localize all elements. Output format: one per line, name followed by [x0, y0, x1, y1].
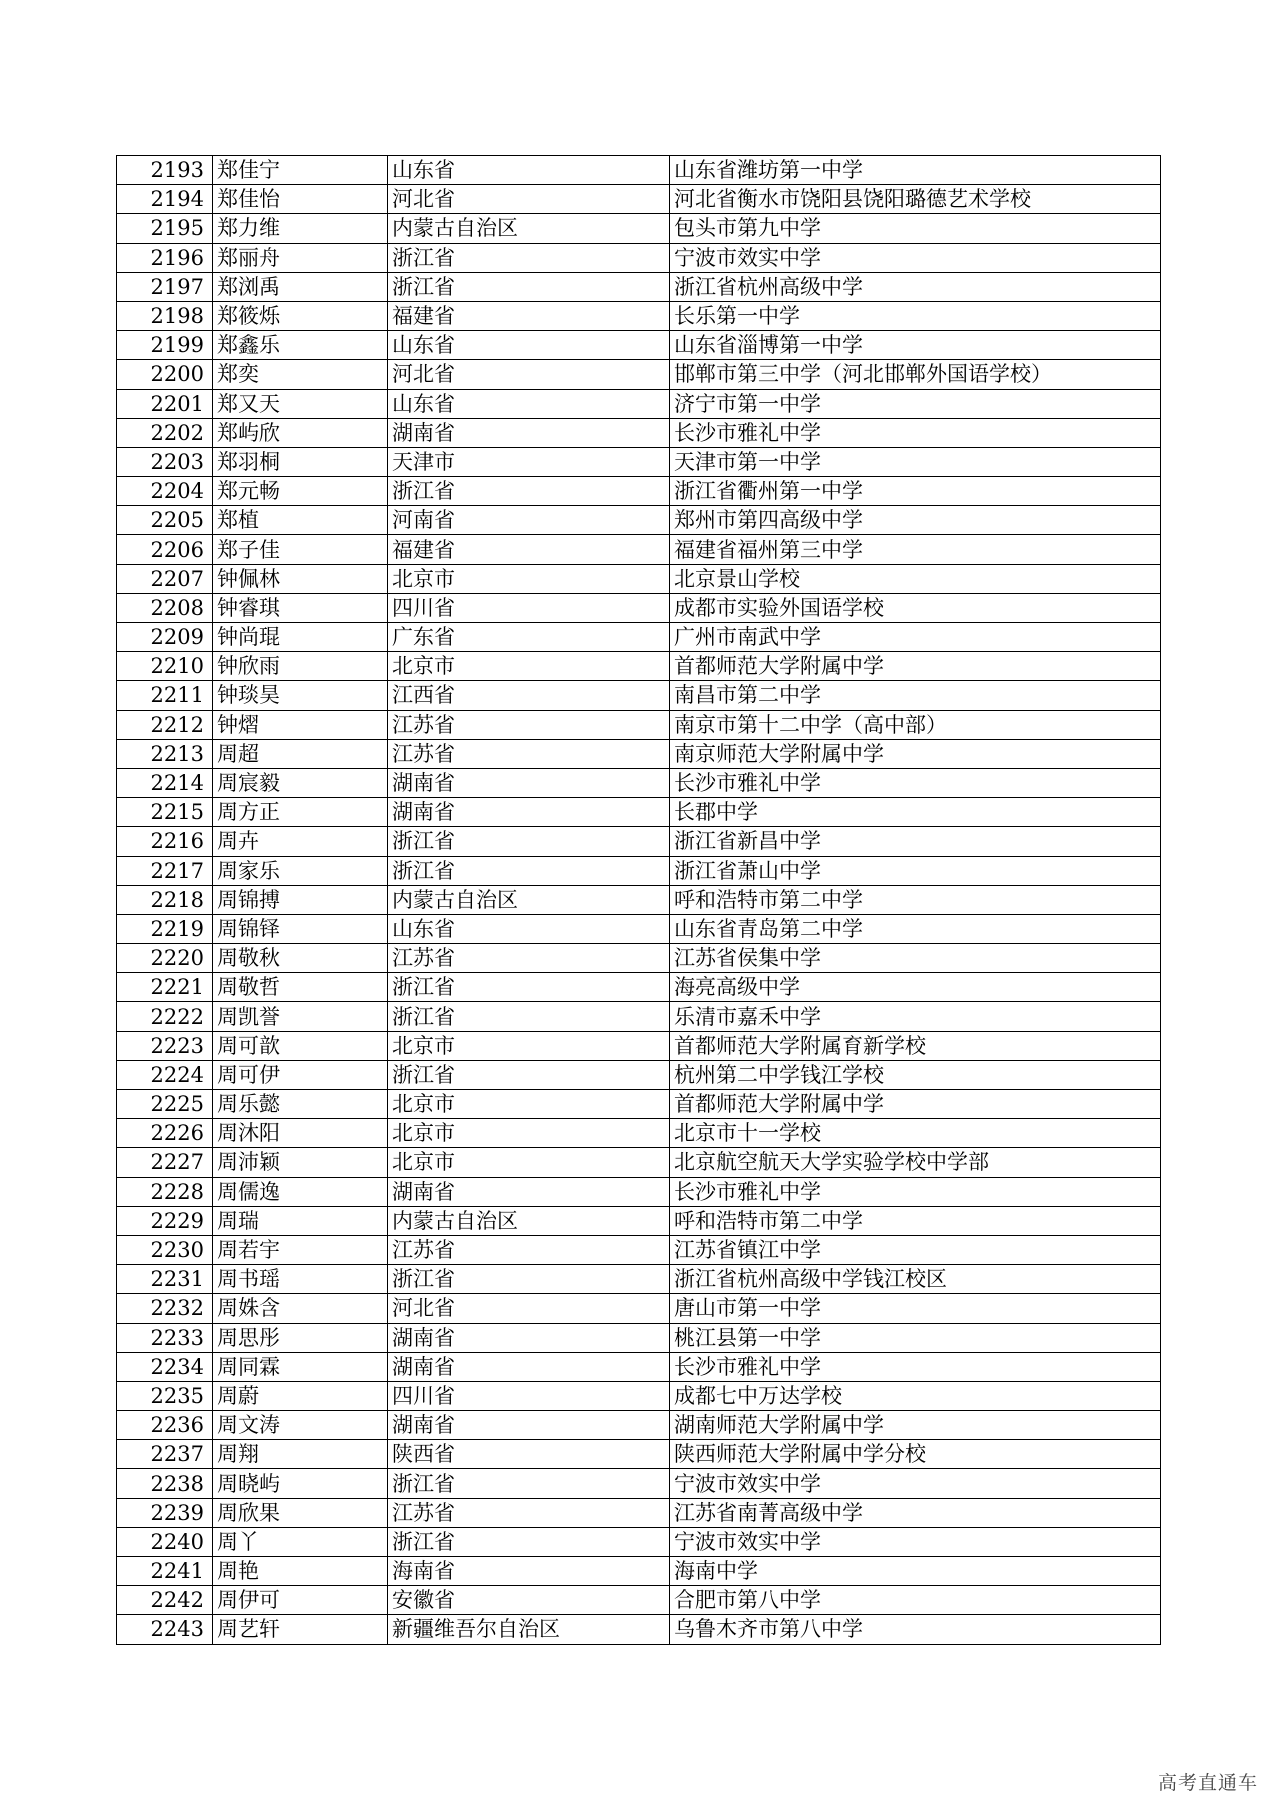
- table-row: [117, 798, 1161, 827]
- table-row: [117, 418, 1161, 447]
- school-name-cell: 长沙市雅礼中学: [670, 1352, 1161, 1381]
- row-number-cell: 2225: [117, 1090, 213, 1119]
- province-cell: 浙江省: [388, 1265, 670, 1294]
- row-number-cell: 2230: [117, 1235, 213, 1264]
- student-name-cell: 周锦搏: [213, 885, 388, 914]
- table-row: [117, 506, 1161, 535]
- table-row: [117, 477, 1161, 506]
- table-row: [117, 1527, 1161, 1556]
- province-cell: 内蒙古自治区: [388, 1206, 670, 1235]
- province-cell: 浙江省: [388, 272, 670, 301]
- province-cell: 湖南省: [388, 1411, 670, 1440]
- student-name-cell: 周可伊: [213, 1060, 388, 1089]
- student-name-cell: 周家乐: [213, 856, 388, 885]
- school-name-cell: 首都师范大学附属中学: [670, 652, 1161, 681]
- school-name-cell: 乌鲁木齐市第八中学: [670, 1615, 1161, 1644]
- school-name-cell: 海亮高级中学: [670, 973, 1161, 1002]
- table-row: [117, 1090, 1161, 1119]
- table-row: [117, 185, 1161, 214]
- school-name-cell: 北京航空航天大学实验学校中学部: [670, 1148, 1161, 1177]
- province-cell: 山东省: [388, 331, 670, 360]
- row-number-cell: 2231: [117, 1265, 213, 1294]
- school-name-cell: 山东省淄博第一中学: [670, 331, 1161, 360]
- school-name-cell: 济宁市第一中学: [670, 389, 1161, 418]
- table-row: [117, 331, 1161, 360]
- school-name-cell: 天津市第一中学: [670, 447, 1161, 476]
- row-number-cell: 2195: [117, 214, 213, 243]
- roster-sheet: [116, 155, 1160, 1645]
- school-name-cell: 海南中学: [670, 1557, 1161, 1586]
- student-name-cell: 周锦铎: [213, 914, 388, 943]
- province-cell: 浙江省: [388, 1002, 670, 1031]
- school-name-cell: 邯郸市第三中学（河北邯郸外国语学校）: [670, 360, 1161, 389]
- province-cell: 湖南省: [388, 1323, 670, 1352]
- table-row: [117, 1615, 1161, 1644]
- student-name-cell: 钟熠: [213, 710, 388, 739]
- province-cell: 江苏省: [388, 710, 670, 739]
- province-cell: 内蒙古自治区: [388, 885, 670, 914]
- province-cell: 浙江省: [388, 1469, 670, 1498]
- student-name-cell: 周若宇: [213, 1235, 388, 1264]
- student-name-cell: 周晓屿: [213, 1469, 388, 1498]
- row-number-cell: 2241: [117, 1557, 213, 1586]
- student-name-cell: 周沛颖: [213, 1148, 388, 1177]
- table-row: [117, 389, 1161, 418]
- table-row: [117, 856, 1161, 885]
- table-row: [117, 1235, 1161, 1264]
- table-row: [117, 1557, 1161, 1586]
- school-name-cell: 江苏省南菁高级中学: [670, 1498, 1161, 1527]
- student-name-cell: 周文涛: [213, 1411, 388, 1440]
- table-row: [117, 243, 1161, 272]
- row-number-cell: 2208: [117, 593, 213, 622]
- table-row: [117, 623, 1161, 652]
- province-cell: 浙江省: [388, 856, 670, 885]
- row-number-cell: 2219: [117, 914, 213, 943]
- province-cell: 四川省: [388, 593, 670, 622]
- student-name-cell: 郑丽舟: [213, 243, 388, 272]
- school-name-cell: 江苏省侯集中学: [670, 944, 1161, 973]
- row-number-cell: 2243: [117, 1615, 213, 1644]
- table-row: [117, 1148, 1161, 1177]
- student-name-cell: 周书瑶: [213, 1265, 388, 1294]
- school-name-cell: 包头市第九中学: [670, 214, 1161, 243]
- province-cell: 北京市: [388, 1119, 670, 1148]
- table-row: [117, 1031, 1161, 1060]
- school-name-cell: 长郡中学: [670, 798, 1161, 827]
- province-cell: 北京市: [388, 1090, 670, 1119]
- table-row: [117, 272, 1161, 301]
- student-name-cell: 郑子佳: [213, 535, 388, 564]
- roster-body: [117, 156, 1161, 1645]
- row-number-cell: 2223: [117, 1031, 213, 1060]
- student-name-cell: 周思彤: [213, 1323, 388, 1352]
- table-row: [117, 914, 1161, 943]
- row-number-cell: 2210: [117, 652, 213, 681]
- table-row: [117, 214, 1161, 243]
- province-cell: 山东省: [388, 156, 670, 185]
- student-name-cell: 钟佩林: [213, 564, 388, 593]
- student-name-cell: 周乐懿: [213, 1090, 388, 1119]
- table-row: [117, 156, 1161, 185]
- table-row: [117, 535, 1161, 564]
- school-name-cell: 北京市十一学校: [670, 1119, 1161, 1148]
- province-cell: 江苏省: [388, 1235, 670, 1264]
- school-name-cell: 郑州市第四高级中学: [670, 506, 1161, 535]
- student-name-cell: 郑屿欣: [213, 418, 388, 447]
- school-name-cell: 南京师范大学附属中学: [670, 739, 1161, 768]
- table-row: [117, 1060, 1161, 1089]
- table-row: [117, 827, 1161, 856]
- table-row: [117, 1265, 1161, 1294]
- province-cell: 江苏省: [388, 944, 670, 973]
- school-name-cell: 合肥市第八中学: [670, 1586, 1161, 1615]
- school-name-cell: 湖南师范大学附属中学: [670, 1411, 1161, 1440]
- school-name-cell: 浙江省衢州第一中学: [670, 477, 1161, 506]
- table-row: [117, 1411, 1161, 1440]
- school-name-cell: 长沙市雅礼中学: [670, 768, 1161, 797]
- province-cell: 北京市: [388, 1148, 670, 1177]
- school-name-cell: 浙江省新昌中学: [670, 827, 1161, 856]
- row-number-cell: 2205: [117, 506, 213, 535]
- province-cell: 湖南省: [388, 418, 670, 447]
- province-cell: 浙江省: [388, 477, 670, 506]
- province-cell: 安徽省: [388, 1586, 670, 1615]
- table-row: [117, 1352, 1161, 1381]
- province-cell: 江西省: [388, 681, 670, 710]
- province-cell: 山东省: [388, 914, 670, 943]
- table-row: [117, 1206, 1161, 1235]
- student-name-cell: 郑佳宁: [213, 156, 388, 185]
- student-name-cell: 周方正: [213, 798, 388, 827]
- row-number-cell: 2227: [117, 1148, 213, 1177]
- table-row: [117, 652, 1161, 681]
- student-name-cell: 郑奕: [213, 360, 388, 389]
- student-name-cell: 郑浏禹: [213, 272, 388, 301]
- row-number-cell: 2233: [117, 1323, 213, 1352]
- row-number-cell: 2212: [117, 710, 213, 739]
- student-name-cell: 郑植: [213, 506, 388, 535]
- table-row: [117, 1498, 1161, 1527]
- student-name-cell: 周伊可: [213, 1586, 388, 1615]
- row-number-cell: 2202: [117, 418, 213, 447]
- table-row: [117, 944, 1161, 973]
- row-number-cell: 2226: [117, 1119, 213, 1148]
- row-number-cell: 2229: [117, 1206, 213, 1235]
- row-number-cell: 2206: [117, 535, 213, 564]
- student-name-cell: 郑筱烁: [213, 301, 388, 330]
- row-number-cell: 2232: [117, 1294, 213, 1323]
- row-number-cell: 2222: [117, 1002, 213, 1031]
- student-name-cell: 钟尚琨: [213, 623, 388, 652]
- table-row: [117, 1119, 1161, 1148]
- student-name-cell: 周同霖: [213, 1352, 388, 1381]
- student-name-cell: 周欣果: [213, 1498, 388, 1527]
- student-name-cell: 周蔚: [213, 1381, 388, 1410]
- table-row: [117, 739, 1161, 768]
- province-cell: 江苏省: [388, 739, 670, 768]
- table-row: [117, 593, 1161, 622]
- province-cell: 山东省: [388, 389, 670, 418]
- school-name-cell: 宁波市效实中学: [670, 1469, 1161, 1498]
- student-name-cell: 周卉: [213, 827, 388, 856]
- student-name-cell: 周沐阳: [213, 1119, 388, 1148]
- province-cell: 海南省: [388, 1557, 670, 1586]
- province-cell: 北京市: [388, 652, 670, 681]
- school-name-cell: 成都市实验外国语学校: [670, 593, 1161, 622]
- school-name-cell: 长乐第一中学: [670, 301, 1161, 330]
- row-number-cell: 2193: [117, 156, 213, 185]
- school-name-cell: 北京景山学校: [670, 564, 1161, 593]
- province-cell: 河北省: [388, 185, 670, 214]
- student-name-cell: 郑羽桐: [213, 447, 388, 476]
- row-number-cell: 2194: [117, 185, 213, 214]
- school-name-cell: 首都师范大学附属中学: [670, 1090, 1161, 1119]
- row-number-cell: 2197: [117, 272, 213, 301]
- province-cell: 浙江省: [388, 973, 670, 1002]
- student-name-cell: 郑力维: [213, 214, 388, 243]
- province-cell: 新疆维吾尔自治区: [388, 1615, 670, 1644]
- school-name-cell: 山东省潍坊第一中学: [670, 156, 1161, 185]
- table-row: [117, 768, 1161, 797]
- table-row: [117, 973, 1161, 1002]
- roster-table: [116, 155, 1161, 1645]
- student-name-cell: 郑佳怡: [213, 185, 388, 214]
- school-name-cell: 首都师范大学附属育新学校: [670, 1031, 1161, 1060]
- province-cell: 四川省: [388, 1381, 670, 1410]
- province-cell: 内蒙古自治区: [388, 214, 670, 243]
- school-name-cell: 呼和浩特市第二中学: [670, 1206, 1161, 1235]
- province-cell: 河北省: [388, 360, 670, 389]
- province-cell: 湖南省: [388, 1352, 670, 1381]
- student-name-cell: 周艺轩: [213, 1615, 388, 1644]
- school-name-cell: 长沙市雅礼中学: [670, 418, 1161, 447]
- province-cell: 湖南省: [388, 798, 670, 827]
- school-name-cell: 陕西师范大学附属中学分校: [670, 1440, 1161, 1469]
- school-name-cell: 浙江省萧山中学: [670, 856, 1161, 885]
- school-name-cell: 唐山市第一中学: [670, 1294, 1161, 1323]
- row-number-cell: 2237: [117, 1440, 213, 1469]
- row-number-cell: 2217: [117, 856, 213, 885]
- school-name-cell: 广州市南武中学: [670, 623, 1161, 652]
- row-number-cell: 2235: [117, 1381, 213, 1410]
- row-number-cell: 2214: [117, 768, 213, 797]
- row-number-cell: 2200: [117, 360, 213, 389]
- row-number-cell: 2216: [117, 827, 213, 856]
- school-name-cell: 福建省福州第三中学: [670, 535, 1161, 564]
- table-row: [117, 1294, 1161, 1323]
- student-name-cell: 钟欣雨: [213, 652, 388, 681]
- table-row: [117, 1323, 1161, 1352]
- province-cell: 浙江省: [388, 1527, 670, 1556]
- school-name-cell: 呼和浩特市第二中学: [670, 885, 1161, 914]
- table-row: [117, 301, 1161, 330]
- student-name-cell: 周姝含: [213, 1294, 388, 1323]
- student-name-cell: 周翔: [213, 1440, 388, 1469]
- student-name-cell: 周丫: [213, 1527, 388, 1556]
- row-number-cell: 2213: [117, 739, 213, 768]
- row-number-cell: 2242: [117, 1586, 213, 1615]
- student-name-cell: 周可歆: [213, 1031, 388, 1060]
- school-name-cell: 江苏省镇江中学: [670, 1235, 1161, 1264]
- province-cell: 天津市: [388, 447, 670, 476]
- province-cell: 浙江省: [388, 827, 670, 856]
- row-number-cell: 2201: [117, 389, 213, 418]
- row-number-cell: 2218: [117, 885, 213, 914]
- province-cell: 湖南省: [388, 768, 670, 797]
- table-row: [117, 710, 1161, 739]
- table-row: [117, 564, 1161, 593]
- table-row: [117, 1440, 1161, 1469]
- student-name-cell: 周敬秋: [213, 944, 388, 973]
- student-name-cell: 郑元畅: [213, 477, 388, 506]
- province-cell: 福建省: [388, 535, 670, 564]
- school-name-cell: 河北省衡水市饶阳县饶阳璐德艺术学校: [670, 185, 1161, 214]
- row-number-cell: 2215: [117, 798, 213, 827]
- table-row: [117, 360, 1161, 389]
- table-row: [117, 1469, 1161, 1498]
- school-name-cell: 宁波市效实中学: [670, 243, 1161, 272]
- province-cell: 北京市: [388, 564, 670, 593]
- school-name-cell: 浙江省杭州高级中学钱江校区: [670, 1265, 1161, 1294]
- table-row: [117, 1586, 1161, 1615]
- row-number-cell: 2228: [117, 1177, 213, 1206]
- province-cell: 浙江省: [388, 1060, 670, 1089]
- watermark-text: 高考直通车: [1157, 1772, 1258, 1794]
- province-cell: 河南省: [388, 506, 670, 535]
- row-number-cell: 2207: [117, 564, 213, 593]
- row-number-cell: 2224: [117, 1060, 213, 1089]
- school-name-cell: 南昌市第二中学: [670, 681, 1161, 710]
- table-row: [117, 1002, 1161, 1031]
- row-number-cell: 2234: [117, 1352, 213, 1381]
- student-name-cell: 钟琰昊: [213, 681, 388, 710]
- student-name-cell: 周超: [213, 739, 388, 768]
- row-number-cell: 2238: [117, 1469, 213, 1498]
- school-name-cell: 成都七中万达学校: [670, 1381, 1161, 1410]
- row-number-cell: 2239: [117, 1498, 213, 1527]
- province-cell: 北京市: [388, 1031, 670, 1060]
- province-cell: 江苏省: [388, 1498, 670, 1527]
- school-name-cell: 桃江县第一中学: [670, 1323, 1161, 1352]
- table-row: [117, 885, 1161, 914]
- province-cell: 浙江省: [388, 243, 670, 272]
- school-name-cell: 山东省青岛第二中学: [670, 914, 1161, 943]
- school-name-cell: 长沙市雅礼中学: [670, 1177, 1161, 1206]
- student-name-cell: 周儒逸: [213, 1177, 388, 1206]
- province-cell: 广东省: [388, 623, 670, 652]
- row-number-cell: 2240: [117, 1527, 213, 1556]
- school-name-cell: 浙江省杭州高级中学: [670, 272, 1161, 301]
- student-name-cell: 周凯誉: [213, 1002, 388, 1031]
- student-name-cell: 钟睿琪: [213, 593, 388, 622]
- row-number-cell: 2220: [117, 944, 213, 973]
- school-name-cell: 乐清市嘉禾中学: [670, 1002, 1161, 1031]
- row-number-cell: 2211: [117, 681, 213, 710]
- row-number-cell: 2209: [117, 623, 213, 652]
- student-name-cell: 郑又天: [213, 389, 388, 418]
- student-name-cell: 周艳: [213, 1557, 388, 1586]
- school-name-cell: 宁波市效实中学: [670, 1527, 1161, 1556]
- student-name-cell: 郑鑫乐: [213, 331, 388, 360]
- row-number-cell: 2203: [117, 447, 213, 476]
- school-name-cell: 杭州第二中学钱江学校: [670, 1060, 1161, 1089]
- table-row: [117, 1381, 1161, 1410]
- school-name-cell: 南京市第十二中学（高中部）: [670, 710, 1161, 739]
- row-number-cell: 2196: [117, 243, 213, 272]
- province-cell: 湖南省: [388, 1177, 670, 1206]
- table-row: [117, 681, 1161, 710]
- row-number-cell: 2199: [117, 331, 213, 360]
- row-number-cell: 2198: [117, 301, 213, 330]
- province-cell: 福建省: [388, 301, 670, 330]
- province-cell: 陕西省: [388, 1440, 670, 1469]
- province-cell: 河北省: [388, 1294, 670, 1323]
- table-row: [117, 447, 1161, 476]
- row-number-cell: 2221: [117, 973, 213, 1002]
- student-name-cell: 周宸毅: [213, 768, 388, 797]
- row-number-cell: 2204: [117, 477, 213, 506]
- table-row: [117, 1177, 1161, 1206]
- student-name-cell: 周敬哲: [213, 973, 388, 1002]
- student-name-cell: 周瑞: [213, 1206, 388, 1235]
- row-number-cell: 2236: [117, 1411, 213, 1440]
